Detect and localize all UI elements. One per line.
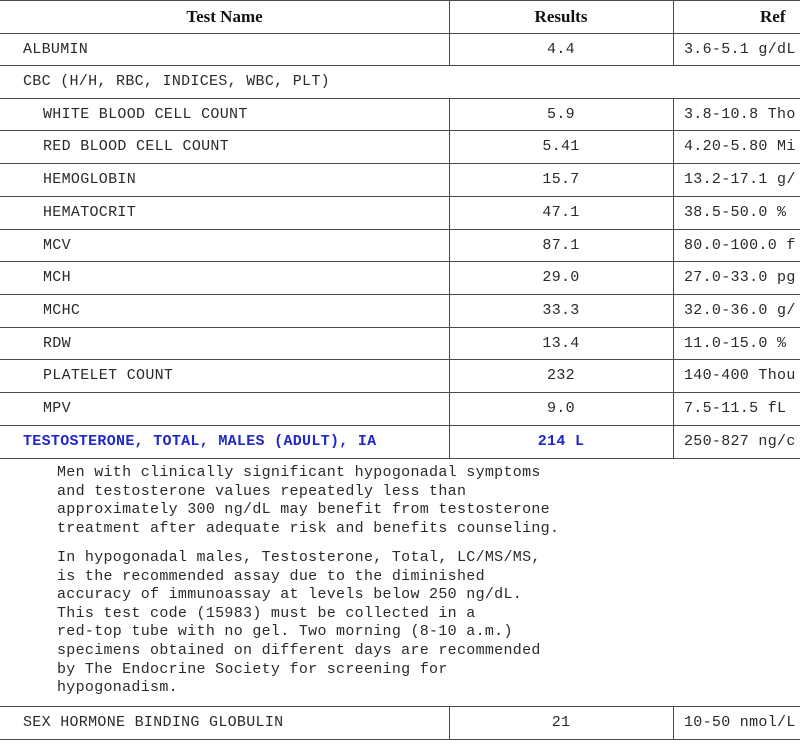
test-result: 5.9 xyxy=(547,105,575,123)
test-result: 9.0 xyxy=(547,400,575,417)
grid-divider xyxy=(0,33,800,34)
grid-divider xyxy=(0,0,800,1)
table-row-wbc xyxy=(0,98,800,130)
test-result-flagged: 214 L xyxy=(537,433,585,450)
grid-divider xyxy=(449,706,450,739)
grid-divider xyxy=(0,425,800,426)
test-result: 87.1 xyxy=(542,236,580,254)
test-reference: 3.6-5.1 g/dL xyxy=(684,40,796,58)
table-row-mcv xyxy=(0,229,800,261)
grid-divider xyxy=(449,98,450,458)
panel-name: CBC (H/H, RBC, INDICES, WBC, PLT) xyxy=(23,73,330,90)
table-row-mchc xyxy=(0,294,800,327)
grid-divider xyxy=(0,261,800,262)
test-name-flagged: TESTOSTERONE, TOTAL, MALES (ADULT), IA xyxy=(23,433,377,450)
grid-divider xyxy=(0,706,800,707)
table-row-cbc xyxy=(0,65,800,98)
grid-divider xyxy=(673,706,674,739)
test-name: WHITE BLOOD CELL COUNT xyxy=(43,105,248,123)
header-test-name: Test Name xyxy=(186,7,263,26)
test-name: MCV xyxy=(43,236,71,254)
test-name: HEMATOCRIT xyxy=(43,204,137,221)
grid-divider xyxy=(0,294,800,295)
test-name: PLATELET COUNT xyxy=(43,367,174,384)
test-reference: 3.8-10.8 Tho xyxy=(684,105,796,123)
test-name: MCHC xyxy=(43,302,81,319)
test-reference: 250-827 ng/c xyxy=(684,433,796,450)
table-row-rdw xyxy=(0,327,800,359)
grid-divider xyxy=(0,392,800,393)
test-result: 5.41 xyxy=(542,138,580,155)
test-result: 29.0 xyxy=(542,269,580,286)
grid-divider xyxy=(0,98,800,99)
header-results: Results xyxy=(534,7,588,26)
table-row-mpv xyxy=(0,392,800,425)
test-result: 13.4 xyxy=(542,334,580,352)
table-row-hemoglobin xyxy=(0,163,800,196)
testosterone-note-2: In hypogonadal males, Testosterone, Total, LC/MS/MS, is the recommended assay due to the diminished accuracy of immunoassay at levels below 250 ng/dL. This test code (15983) must be collected in a red-top tube with no gel. Two morning (8-10 a.m.) specimens obtained on different days are recommended by The Endocrine Society for screening for hypogonadism. xyxy=(57,549,541,697)
test-name: MCH xyxy=(43,269,71,286)
test-reference: 10-50 nmol/L xyxy=(684,714,796,731)
test-name: ALBUMIN xyxy=(23,40,89,58)
grid-divider xyxy=(0,65,800,66)
table-row-hematocrit xyxy=(0,196,800,229)
table-row-platelet-count xyxy=(0,359,800,392)
test-reference: 140-400 Thou xyxy=(684,367,796,384)
test-result: 15.7 xyxy=(542,171,580,188)
test-name: RDW xyxy=(43,334,71,352)
grid-divider xyxy=(0,458,800,459)
test-reference: 4.20-5.80 Mi xyxy=(684,138,796,155)
test-reference: 11.0-15.0 % xyxy=(684,334,787,352)
test-reference: 38.5-50.0 % xyxy=(684,204,787,221)
test-reference: 32.0-36.0 g/ xyxy=(684,302,796,319)
test-result: 47.1 xyxy=(542,204,580,221)
test-result: 232 xyxy=(547,367,575,384)
test-name: RED BLOOD CELL COUNT xyxy=(43,138,230,155)
test-reference: 7.5-11.5 fL xyxy=(684,400,787,417)
test-name: MPV xyxy=(43,400,71,417)
grid-divider xyxy=(0,739,800,740)
grid-divider xyxy=(0,130,800,131)
table-row-shbg xyxy=(0,706,800,739)
grid-divider xyxy=(0,327,800,328)
table-row-rbc xyxy=(0,130,800,163)
grid-divider xyxy=(0,229,800,230)
table-row-mch xyxy=(0,261,800,294)
test-reference: 80.0-100.0 f xyxy=(684,236,796,254)
test-name: HEMOGLOBIN xyxy=(43,171,137,188)
header-reference: Ref xyxy=(760,7,786,26)
grid-divider xyxy=(0,196,800,197)
testosterone-note-1: Men with clinically significant hypogonadal symptoms and testosterone values repeatedly less than approximately 300 ng/dL may benefit from testosterone treatment after adequate risk and benefits counseling. xyxy=(57,464,560,537)
table-row-testosterone xyxy=(0,425,800,458)
grid-divider xyxy=(0,163,800,164)
table-row-albumin xyxy=(0,33,800,65)
grid-divider xyxy=(673,98,674,458)
test-reference: 13.2-17.1 g/ xyxy=(684,171,796,188)
grid-divider xyxy=(0,359,800,360)
test-result: 33.3 xyxy=(542,302,580,319)
test-reference: 27.0-33.0 pg xyxy=(684,269,796,286)
test-result: 4.4 xyxy=(547,40,575,58)
test-name: SEX HORMONE BINDING GLOBULIN xyxy=(23,714,284,731)
test-result: 21 xyxy=(551,714,571,731)
